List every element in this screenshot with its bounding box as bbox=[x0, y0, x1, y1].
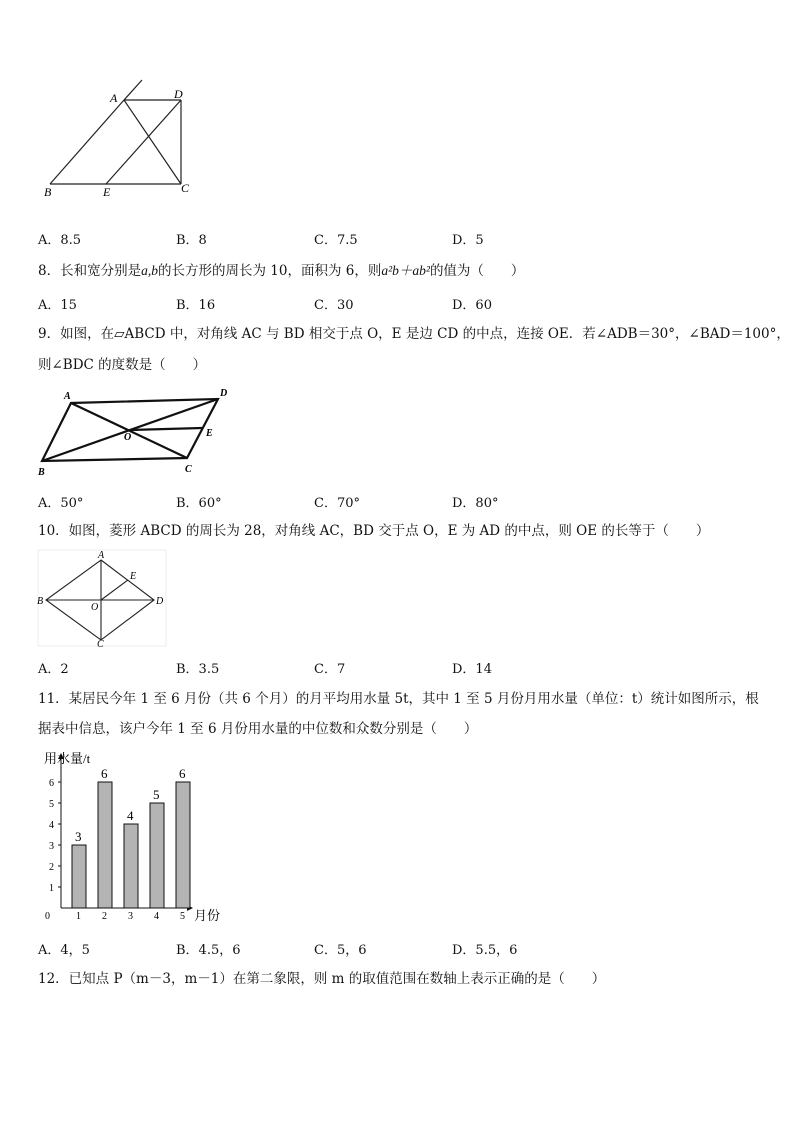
q11-option-c[interactable]: C．5，6 bbox=[314, 943, 367, 958]
q9-option-d[interactable]: D．80° bbox=[452, 496, 499, 511]
fig9-label-c: C bbox=[185, 464, 192, 475]
fig10-label-c: C bbox=[97, 639, 104, 648]
q7-option-a[interactable]: A．8.5 bbox=[38, 233, 82, 248]
q12-stem: 12．已知点 P（m－3，m－1）在第二象限，则 m 的取值范围在数轴上表示正确的是（ ） bbox=[38, 971, 606, 987]
bar-value-label: 4 bbox=[127, 808, 134, 823]
q7-option-b[interactable]: B．8 bbox=[176, 233, 207, 248]
chart-xlabel: 月份 bbox=[194, 908, 221, 923]
fig10-label-e: E bbox=[130, 571, 137, 582]
q11-option-a[interactable]: A．4，5 bbox=[38, 943, 90, 958]
x-tick-label: 1 bbox=[76, 911, 81, 922]
y-tick-label: 2 bbox=[49, 862, 54, 873]
q9-option-a[interactable]: A．50° bbox=[38, 496, 84, 511]
q9-option-b[interactable]: B．60° bbox=[176, 496, 222, 511]
bar bbox=[124, 824, 138, 908]
fig9-label-e: E bbox=[206, 428, 213, 439]
q8-option-a[interactable]: A．15 bbox=[38, 298, 77, 313]
q8-option-b[interactable]: B．16 bbox=[176, 298, 216, 313]
bar-value-label: 3 bbox=[75, 829, 82, 844]
q7-option-d[interactable]: D．5 bbox=[452, 233, 484, 248]
q8-suffix: 的值为（ ） bbox=[429, 263, 525, 279]
x-tick-label: 3 bbox=[128, 911, 133, 922]
bar-value-label: 6 bbox=[101, 766, 108, 781]
chart-ylabel: 用水量/t bbox=[44, 751, 91, 766]
fig10-label-o: O bbox=[91, 602, 99, 613]
q8-stem bbox=[38, 261, 524, 281]
q10-option-d[interactable]: D．14 bbox=[452, 662, 492, 677]
fig7-label-e: E bbox=[103, 185, 111, 198]
q9-figure bbox=[34, 386, 239, 478]
x-tick-label: 2 bbox=[102, 911, 107, 922]
fig7-label-b: B bbox=[44, 185, 52, 198]
q7-option-c[interactable]: C．7.5 bbox=[314, 233, 358, 248]
q10-option-b[interactable]: B．3.5 bbox=[176, 662, 220, 677]
x-tick-label: 5 bbox=[180, 911, 185, 922]
y-tick-label: 6 bbox=[49, 778, 54, 789]
fig7-label-d: D bbox=[174, 87, 183, 101]
q11-stem-line1: 11．某居民今年 1 至 6 月份（共 6 个月）的月平均用水量 5t，其中 1 至 5 月份月用水量（单位：t）统计如图所示，根 bbox=[38, 691, 759, 707]
q8-middle: 的长方形的周长为 10，面积为 6，则 bbox=[157, 263, 382, 279]
y-tick-label: 3 bbox=[49, 841, 54, 852]
fig7-label-c: C bbox=[181, 181, 190, 195]
q11-bar-chart bbox=[32, 746, 232, 926]
fig9-label-d: D bbox=[220, 388, 228, 399]
q11-option-d[interactable]: D．5.5，6 bbox=[452, 943, 518, 958]
q11-stem-line2: 据表中信息，该户今年 1 至 6 月份用水量的中位数和众数分别是（ ） bbox=[38, 721, 478, 737]
y-tick-label: 1 bbox=[49, 883, 54, 894]
fig10-label-b: B bbox=[37, 596, 44, 607]
fig10-label-d: D bbox=[156, 596, 164, 607]
q9-stem-line2: 则∠BDC 的度数是（ ） bbox=[38, 357, 207, 373]
q9-stem-line1: 9．如图，在▱ABCD 中，对角线 AC 与 BD 相交于点 O，E 是边 CD 的中点，连接 OE．若∠ADB＝30°，∠BAD＝100°， bbox=[38, 326, 790, 342]
bar bbox=[176, 782, 190, 908]
fig9-label-b: B bbox=[38, 467, 45, 478]
q8-option-c[interactable]: C．30 bbox=[314, 298, 354, 313]
q9-option-c[interactable]: C．70° bbox=[314, 496, 360, 511]
q7-figure bbox=[36, 78, 206, 198]
q8-option-d[interactable]: D．60 bbox=[452, 298, 492, 313]
fig9-label-o: O bbox=[124, 432, 132, 443]
bar-value-label: 5 bbox=[153, 787, 160, 802]
chart-origin: 0 bbox=[45, 911, 50, 922]
q10-stem: 10．如图，菱形 ABCD 的周长为 28，对角线 AC，BD 交于点 O，E 为 AD 的中点，则 OE 的长等于（ ） bbox=[38, 523, 710, 539]
q8-expr: a²b＋ab² bbox=[381, 263, 430, 278]
x-tick-label: 4 bbox=[154, 911, 159, 922]
bar bbox=[72, 845, 86, 908]
fig7-label-a: A bbox=[110, 91, 118, 105]
bar bbox=[150, 803, 164, 908]
y-tick-label: 5 bbox=[49, 799, 54, 810]
bar bbox=[98, 782, 112, 908]
q10-option-c[interactable]: C．7 bbox=[314, 662, 346, 677]
q11-option-b[interactable]: B．4.5，6 bbox=[176, 943, 241, 958]
q10-figure bbox=[34, 548, 169, 648]
fig9-label-a: A bbox=[64, 391, 71, 402]
q10-option-a[interactable]: A．2 bbox=[38, 662, 69, 677]
bar-value-label: 6 bbox=[179, 766, 186, 781]
y-tick-label: 4 bbox=[49, 820, 54, 831]
q8-prefix: 8．长和宽分别是 bbox=[38, 263, 142, 279]
fig10-label-a: A bbox=[98, 550, 105, 561]
q8-var: a,b bbox=[141, 263, 158, 278]
